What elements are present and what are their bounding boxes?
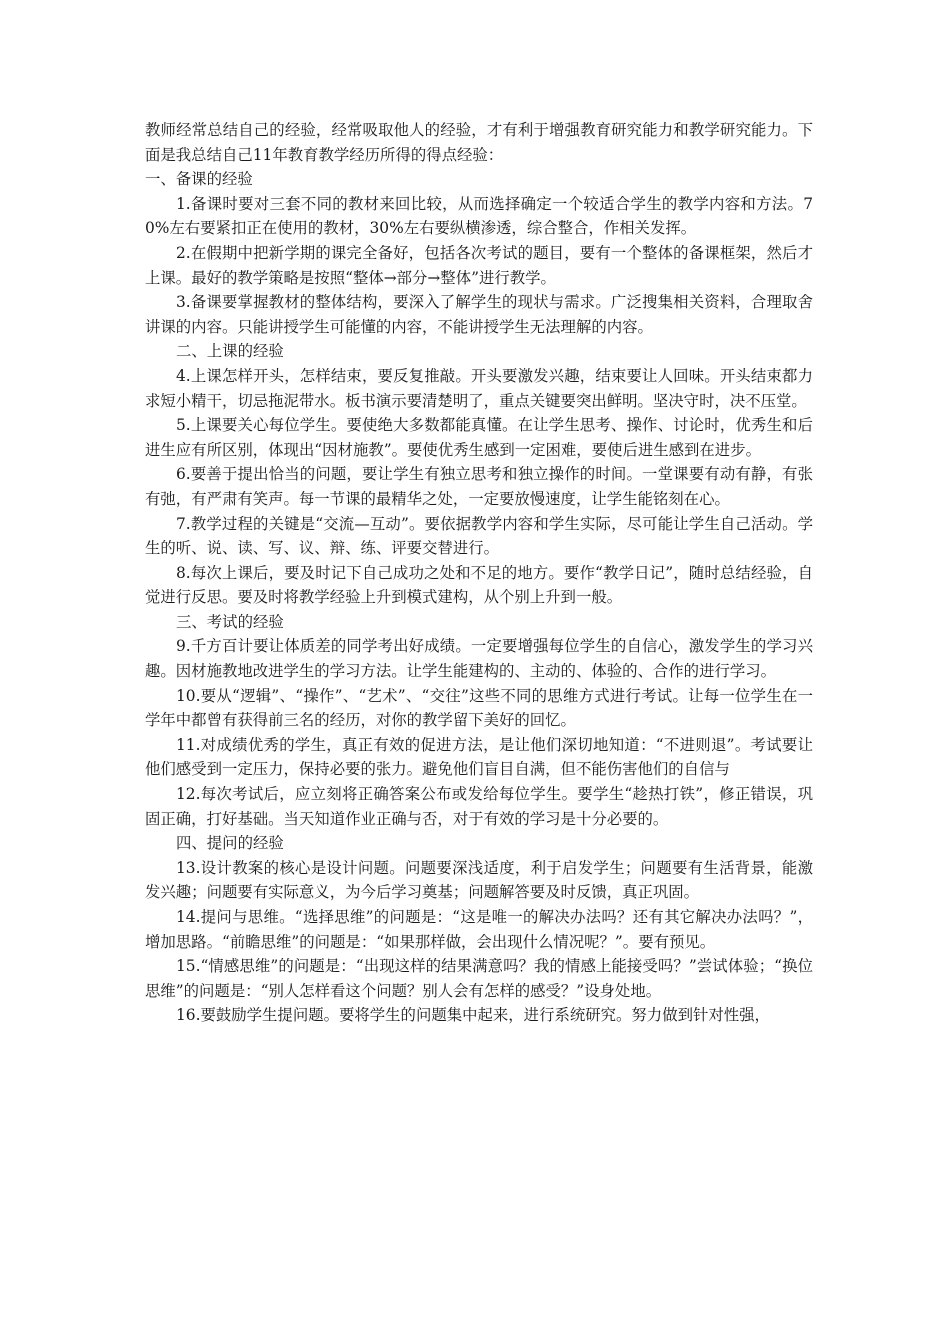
- section-heading-teaching: 二、上课的经验: [176, 342, 284, 361]
- list-item: 1.备课时要对三套不同的教材来回比较，从而选择确定一个较适合学生的教学内容和方法。70%左右要紧扣正在使用的教材，30%左右要纵横渗透，综合整合，作相关发挥。: [145, 194, 813, 238]
- list-item: 9.千方百计要让体质差的同学考出好成绩。一定要增强每位学生的自信心，激发学生的学习兴趣。因材施教地改进学生的学习方法。让学生能建构的、主动的、体验的、合作的进行学习。: [145, 637, 813, 681]
- document-page: [145, 118, 813, 1028]
- list-item: 11.对成绩优秀的学生，真正有效的促进方法，是让他们深切地知道：“不进则退”。考试要让他们感受到一定压力，保持必要的张力。避免他们盲目自满，但不能伤害他们的自信与: [145, 735, 813, 779]
- list-item: 7.教学过程的关键是“交流—互动”。要依据教学内容和学生实际，尽可能让学生自己活动。学生的听、说、读、写、议、辩、练、评要交替进行。: [145, 514, 813, 558]
- section-heading-questioning: 四、提问的经验: [176, 834, 284, 853]
- list-item: 6.要善于提出恰当的问题，要让学生有独立思考和独立操作的时间。一堂课要有动有静，有张有弛，有严肃有笑声。每一节课的最精华之处，一定要放慢速度，让学生能铭刻在心。: [145, 465, 813, 508]
- list-item: 13.设计教案的核心是设计问题。问题要深浅适度，利于启发学生；问题要有生活背景，能激发兴趣；问题要有实际意义，为今后学习奠基；问题解答要及时反馈，真正巩固。: [145, 858, 813, 902]
- section-heading-preparation: 一、备课的经验: [145, 170, 253, 189]
- list-item: 3.备课要掌握教材的整体结构，要深入了解学生的现状与需求。广泛搜集相关资料，合理取舍讲课的内容。只能讲授学生可能懂的内容，不能讲授学生无法理解的内容。: [145, 293, 813, 336]
- section-heading-exams: 三、考试的经验: [176, 612, 284, 631]
- list-item: 15.“情感思维”的问题是：“出现这样的结果满意吗？我的情感上能接受吗？”尝试体验；“换位思维”的问题是：“别人怎样看这个问题？别人会有怎样的感受？”设身处地。: [145, 957, 813, 1000]
- intro-paragraph: 教师经常总结自己的经验，经常吸取他人的经验，才有利于增强教育研究能力和教学研究能力。下面是我总结自己11年教育教学经历所得的得点经验：: [145, 121, 813, 164]
- list-item: 2.在假期中把新学期的课完全备好，包括各次考试的题目，要有一个整体的备课框架，然后才上课。最好的教学策略是按照“整体→部分→整体”进行教学。: [145, 243, 813, 287]
- list-item: 5.上课要关心每位学生。要使绝大多数都能真懂。在让学生思考、操作、讨论时，优秀生和后进生应有所区别，体现出“因材施教”。要使优秀生感到一定困难，要使后进生感到在进步。: [145, 416, 813, 459]
- list-item: 8.每次上课后，要及时记下自己成功之处和不足的地方。要作“教学日记”，随时总结经验，自觉进行反思。要及时将教学经验上升到模式建构，从个别上升到一般。: [145, 563, 813, 607]
- list-item: 10.要从“逻辑”、“操作”、“艺术”、“交往”这些不同的思维方式进行考试。让每一位学生在一学年中都曾有获得前三名的经历，对你的教学留下美好的回忆。: [145, 686, 813, 730]
- list-item: 12.每次考试后，应立刻将正确答案公布或发给每位学生。要学生“趁热打铁”，修正错误，巩固正确，打好基础。当天知道作业正确与否，对于有效的学习是十分必要的。: [145, 785, 813, 828]
- list-item: 14.提问与思维。“选择思维”的问题是：“这是唯一的解决办法吗？还有其它解决办法吗？”，增加思路。“前瞻思维”的问题是：“如果那样做，会出现什么情况呢？”。要有预见。: [145, 908, 813, 951]
- list-item: 4.上课怎样开头，怎样结束，要反复推敲。开头要激发兴趣，结束要让人回味。开头结束都力求短小精干，切忌拖泥带水。板书演示要清楚明了，重点关键要突出鲜明。坚决守时，决不压堂。: [145, 366, 813, 410]
- list-item: 16.要鼓励学生提问题。要将学生的问题集中起来，进行系统研究。努力做到针对性强，: [176, 1006, 770, 1025]
